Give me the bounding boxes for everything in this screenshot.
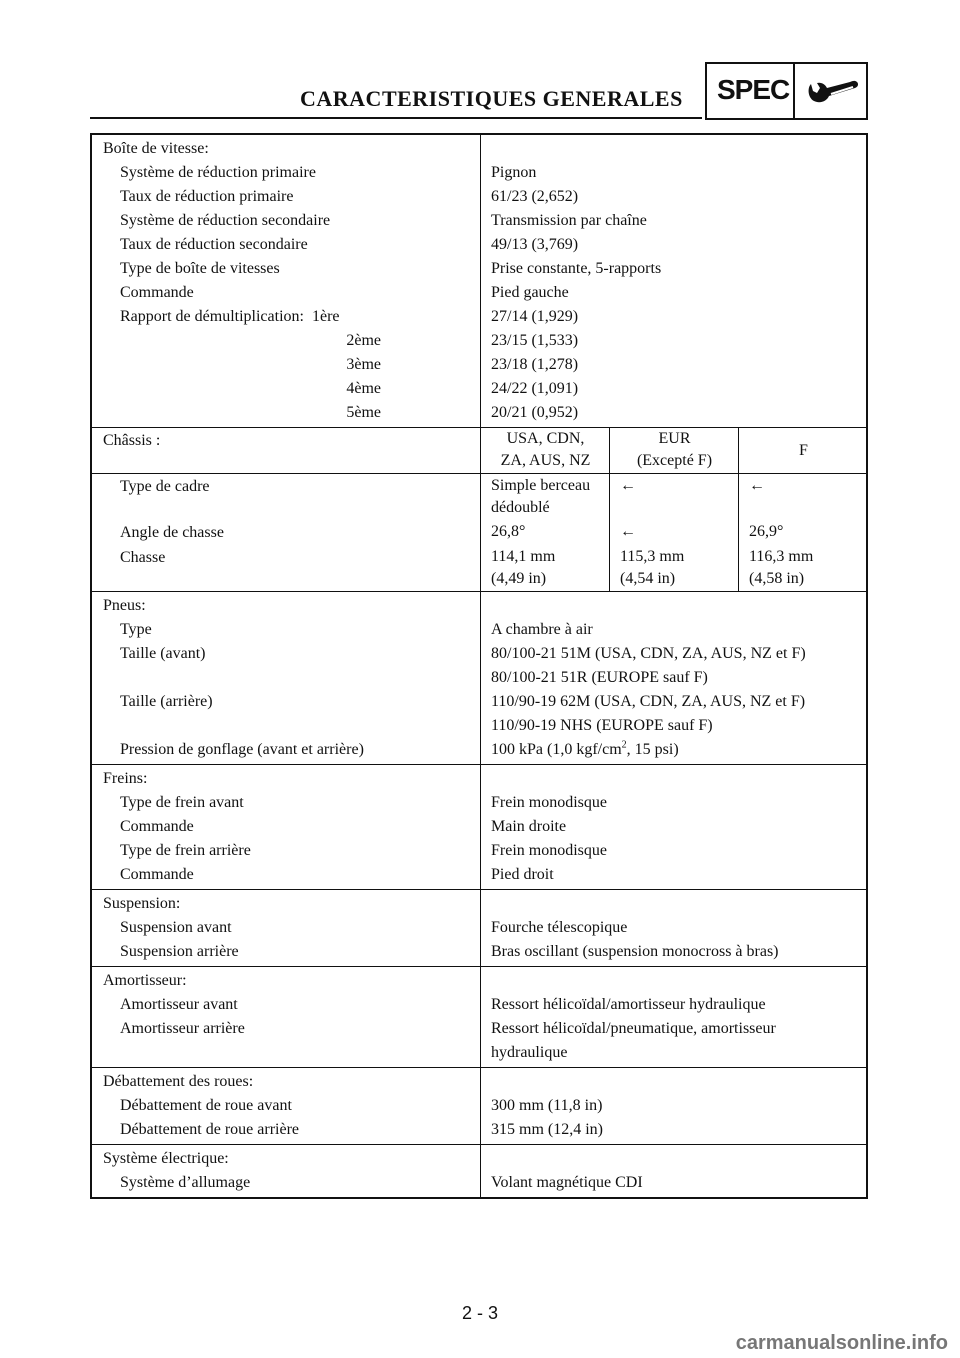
cell: 115,3 mm (4,54 in) (620, 548, 685, 587)
cell: 114,1 mm (4,49 in) (491, 548, 556, 587)
cell: 116,3 mm (4,58 in) (749, 548, 814, 587)
row-value: Volant magnétique CDI (491, 1174, 643, 1191)
cell: ← (749, 477, 765, 494)
row-value: Frein monodisque (491, 794, 607, 811)
row-value: 20/21 (0,952) (491, 404, 579, 421)
spec-table (90, 133, 868, 1199)
table-row (92, 377, 866, 401)
cell: ← (620, 523, 636, 540)
section-brakes (92, 764, 866, 889)
table-row (92, 353, 866, 377)
row-label: Commande (120, 284, 194, 301)
row-label: Système de réduction secondaire (120, 212, 331, 229)
row-value: Frein monodisque (491, 842, 607, 859)
row-label: Suspension arrière (120, 943, 239, 960)
table-row (92, 185, 866, 209)
row-label: Système d’allumage (120, 1174, 251, 1191)
row-label: Type de frein avant (120, 794, 244, 811)
col-header-f: F (799, 442, 808, 459)
section-heading (92, 892, 866, 916)
table-row (92, 863, 866, 887)
col-header-eur: EUR (Excepté F) (636, 430, 713, 469)
row-label: Amortisseur avant (120, 996, 238, 1013)
table-row (92, 791, 866, 815)
table-row (92, 839, 866, 863)
row-label: Type (120, 621, 152, 638)
row-value: Ressort hélicoïdal/amortisseur hydraulique (491, 996, 766, 1013)
watermark: carmanualsonline.info (735, 1332, 948, 1354)
row-value: 315 mm (12,4 in) (491, 1121, 603, 1138)
section-electrical (92, 1144, 866, 1197)
travel-heading: Débattement des roues: (103, 1073, 254, 1090)
row-label: 3ème (346, 356, 381, 373)
row-value: 300 mm (11,8 in) (491, 1097, 603, 1114)
row-value: Prise constante, 5-rapports (491, 260, 662, 277)
chassis-header-row (92, 428, 866, 474)
section-chassis (92, 427, 866, 591)
tires-heading: Pneus: (103, 597, 146, 614)
row-value: 23/18 (1,278) (491, 356, 579, 373)
row-label: 4ème (346, 380, 381, 397)
row-value: Fourche télescopique (491, 919, 628, 936)
row-value: Pignon (491, 164, 537, 181)
page-title: CARACTERISTIQUES GENERALES (300, 86, 683, 111)
row-label: Angle de chasse (120, 524, 224, 541)
row-value: 110/90-19 62M (USA, CDN, ZA, AUS, NZ et F) 110/90-19 NHS (EUROPE sauf F) (491, 693, 806, 734)
row-value: Ressort hélicoïdal/pneumatique, amortisseur hydraulique (491, 1020, 776, 1061)
spec-badge-label: SPEC (717, 74, 790, 105)
table-row (92, 642, 866, 690)
row-label: Amortisseur arrière (120, 1020, 245, 1037)
row-value: Main droite (491, 818, 567, 835)
row-value: Pied droit (491, 866, 554, 883)
section-heading (92, 137, 866, 161)
row-value: Transmission par chaîne (491, 212, 647, 229)
table-row (92, 940, 866, 964)
section-suspension (92, 889, 866, 966)
row-label: Type de boîte de vitesses (120, 260, 280, 277)
section-heading (92, 1147, 866, 1171)
row-value: 80/100-21 51M (USA, CDN, ZA, AUS, NZ et F) 80/100-21 51R (EUROPE sauf F) (491, 645, 806, 686)
cell: 26,8° (491, 523, 526, 540)
table-row (92, 738, 866, 762)
row-label: Chasse (120, 549, 166, 566)
row-label: Débattement de roue arrière (120, 1121, 300, 1138)
row-label: Taille (arrière) (120, 693, 213, 710)
electrical-heading: Système électrique: (103, 1150, 229, 1167)
row-label: Type de frein arrière (120, 842, 251, 859)
section-heading (92, 969, 866, 993)
row-label: Taux de réduction secondaire (120, 236, 308, 253)
row-label: Débattement de roue avant (120, 1097, 292, 1114)
table-row (92, 161, 866, 185)
table-row (92, 305, 866, 329)
wrench-icon (805, 74, 861, 110)
table-row (92, 1171, 866, 1195)
row-label: Rapport de démultiplication: 1ère (120, 308, 340, 325)
row-label: 2ème (346, 332, 381, 349)
chassis-heading: Châssis : (103, 432, 161, 449)
table-row (92, 1118, 866, 1142)
row-label: Pression de gonflage (avant et arrière) (120, 741, 364, 758)
row-value: 61/23 (2,652) (491, 188, 579, 205)
shock-heading: Amortisseur: (103, 972, 187, 989)
row-value: 49/13 (3,769) (491, 236, 579, 253)
table-row (92, 329, 866, 353)
row-label: Type de cadre (120, 478, 210, 495)
row-value: 100 kPa (1,0 kgf/$cm^2$, 15 psi) (491, 739, 679, 758)
table-row (92, 209, 866, 233)
table-row (92, 233, 866, 257)
row-label: Système de réduction primaire (120, 164, 316, 181)
page-number: 2 - 3 (461, 1303, 499, 1323)
row-label: Commande (120, 818, 194, 835)
table-row (92, 545, 866, 591)
table-row (92, 474, 866, 520)
row-value: Bras oscillant (suspension monocross à bras) (491, 943, 779, 960)
suspension-heading: Suspension: (103, 895, 181, 912)
brakes-heading: Freins: (103, 770, 148, 787)
table-row (92, 618, 866, 642)
table-row (92, 1094, 866, 1118)
row-value: 23/15 (1,533) (491, 332, 579, 349)
section-tires (92, 591, 866, 764)
table-row (92, 690, 866, 738)
section-shock (92, 966, 866, 1067)
gearbox-heading: Boîte de vitesse: (103, 140, 209, 157)
row-label: 5ème (346, 404, 381, 421)
table-row (92, 993, 866, 1017)
row-label: Suspension avant (120, 919, 232, 936)
row-value: A chambre à air (491, 621, 593, 638)
cell: ← (620, 477, 636, 494)
table-row (92, 815, 866, 839)
table-row (92, 281, 866, 305)
row-value: 27/14 (1,929) (491, 308, 579, 325)
table-row (92, 916, 866, 940)
col-header-usa: USA, CDN, ZA, AUS, NZ (500, 430, 591, 469)
row-value: Pied gauche (491, 284, 569, 301)
row-value: 24/22 (1,091) (491, 380, 579, 397)
row-label: Taille (avant) (120, 645, 206, 662)
table-row (92, 520, 866, 545)
section-heading (92, 767, 866, 791)
table-row (92, 401, 866, 425)
section-heading (92, 1070, 866, 1094)
table-row (92, 257, 866, 281)
title-underline (90, 117, 702, 119)
table-row (92, 1017, 866, 1065)
cell: 26,9° (749, 523, 784, 540)
spec-badge (705, 62, 868, 120)
badge-divider (793, 64, 795, 118)
row-label: Taux de réduction primaire (120, 188, 294, 205)
section-heading (92, 594, 866, 618)
cell: Simple berceau dédoublé (491, 477, 591, 516)
section-wheel-travel (92, 1067, 866, 1144)
section-gearbox (92, 135, 866, 427)
row-label: Commande (120, 866, 194, 883)
